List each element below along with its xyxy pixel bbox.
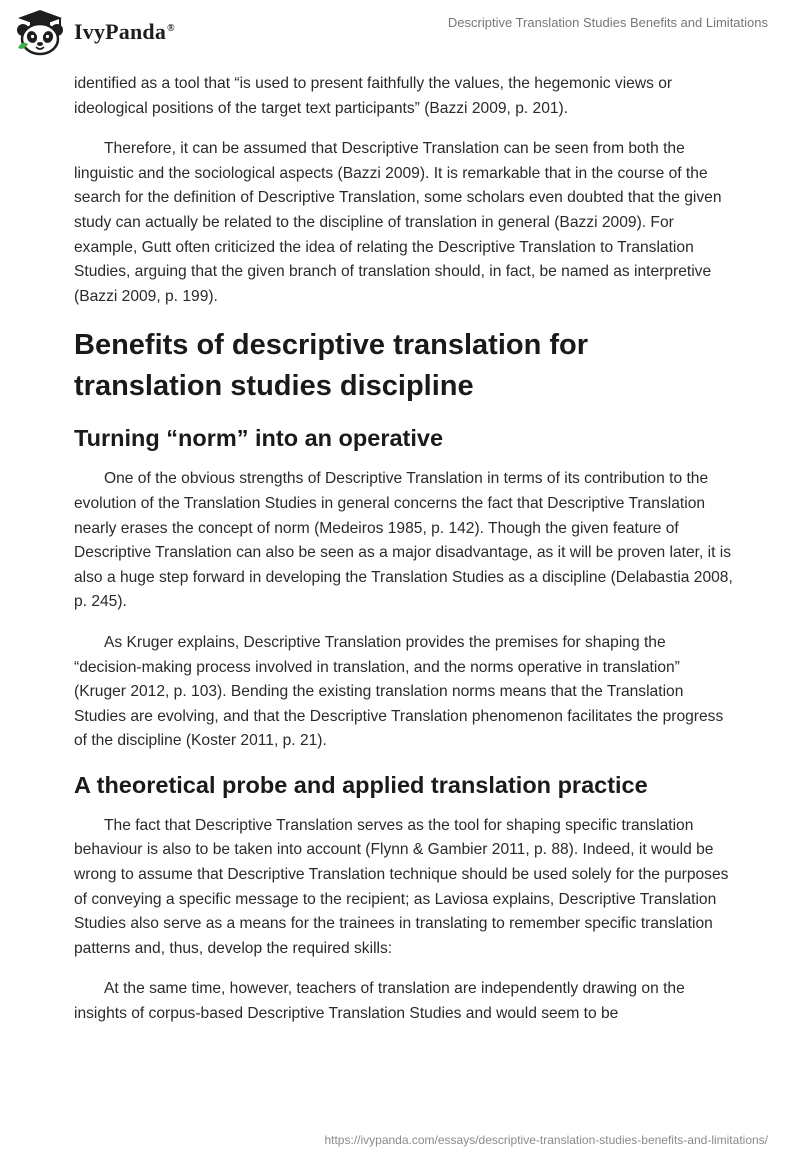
paragraph: Therefore, it can be assumed that Descriptive Translation can be seen from both the linguistic and the sociological aspects (Bazzi 2009). It is remarkable that in the course of the search for the definition of Descriptive Translation, some scholars even doubted that the given study can actually be related to the discipline of translation in general (Bazzi 2009). For example, Gutt often criticized the idea of relating the Descriptive Translation to Translation Studies, arguing that the given branch of translation should, in fact, be named as interpretive (Bazzi 2009, p. 199). [74,140,722,305]
paragraph: One of the obvious strengths of Descriptive Translation in terms of its contribution to the evolution of the Translation Studies in general concerns the fact that Descriptive Translation nearly erases the concept of norm (Medeiros 1985, p. 142). Though the given feature of Descriptive Translation can also be seen as a major disadvantage, as it will be proven later, it is also a huge step forward in developing the Translation Studies as a discipline (Delabastia 2008, p. 245). [74,470,733,611]
paragraph: The fact that Descriptive Translation serves as the tool for shaping specific translation behaviour is also to be taken into account (Flynn & Gambier 2011, p. 88). Indeed, it would be wrong to assume that Descriptive Translation technique should be used solely for the purposes of conveying a specific message to the recipient; as Laviosa explains, Descriptive Translation Studies also serve as a means for the trainees in translating to remember specific translation patterns and, thus, develop the required skills: [74,816,729,957]
registered-mark: ® [167,22,175,34]
subsection-heading: A theoretical probe and applied translation practice [74,771,648,798]
brand-name: IvyPanda® [74,19,175,44]
section-heading: Benefits of descriptive translation for translation studies discipline [74,329,589,403]
paragraph: identified as a tool that “is used to present faithfully the values, the hegemonic views or ideological positions of the target text participants” (Bazzi 2009, p. 201). [74,75,673,117]
subsection-heading: Turning “norm” into an operative [74,425,444,452]
brand-logo[interactable] [14,8,175,56]
paragraph: At the same time, however, teachers of translation are independently drawing on the insights of corpus-based Descriptive Translation Studies and would seem to be [74,980,685,1023]
page-header [0,0,800,62]
paragraph: As Kruger explains, Descriptive Translation provides the premises for shaping the “decision-making process involved in translation, and the norms operative in translation” (Kruger 2012, p. 103). Bending the existing translation norms means that the Translation Studies are evolving, and that the Descriptive Translation phenomenon facilitates the progress of the discipline (Koster 2011, p. 21). [74,633,724,750]
article-body [74,72,734,1043]
source-url-link[interactable]: https://ivypanda.com/essays/descriptive-translation-studies-benefits-and-limitations/ [324,1133,768,1147]
document-title: Descriptive Translation Studies Benefits and Limitations [447,15,768,30]
panda-graduate-icon [14,8,66,56]
